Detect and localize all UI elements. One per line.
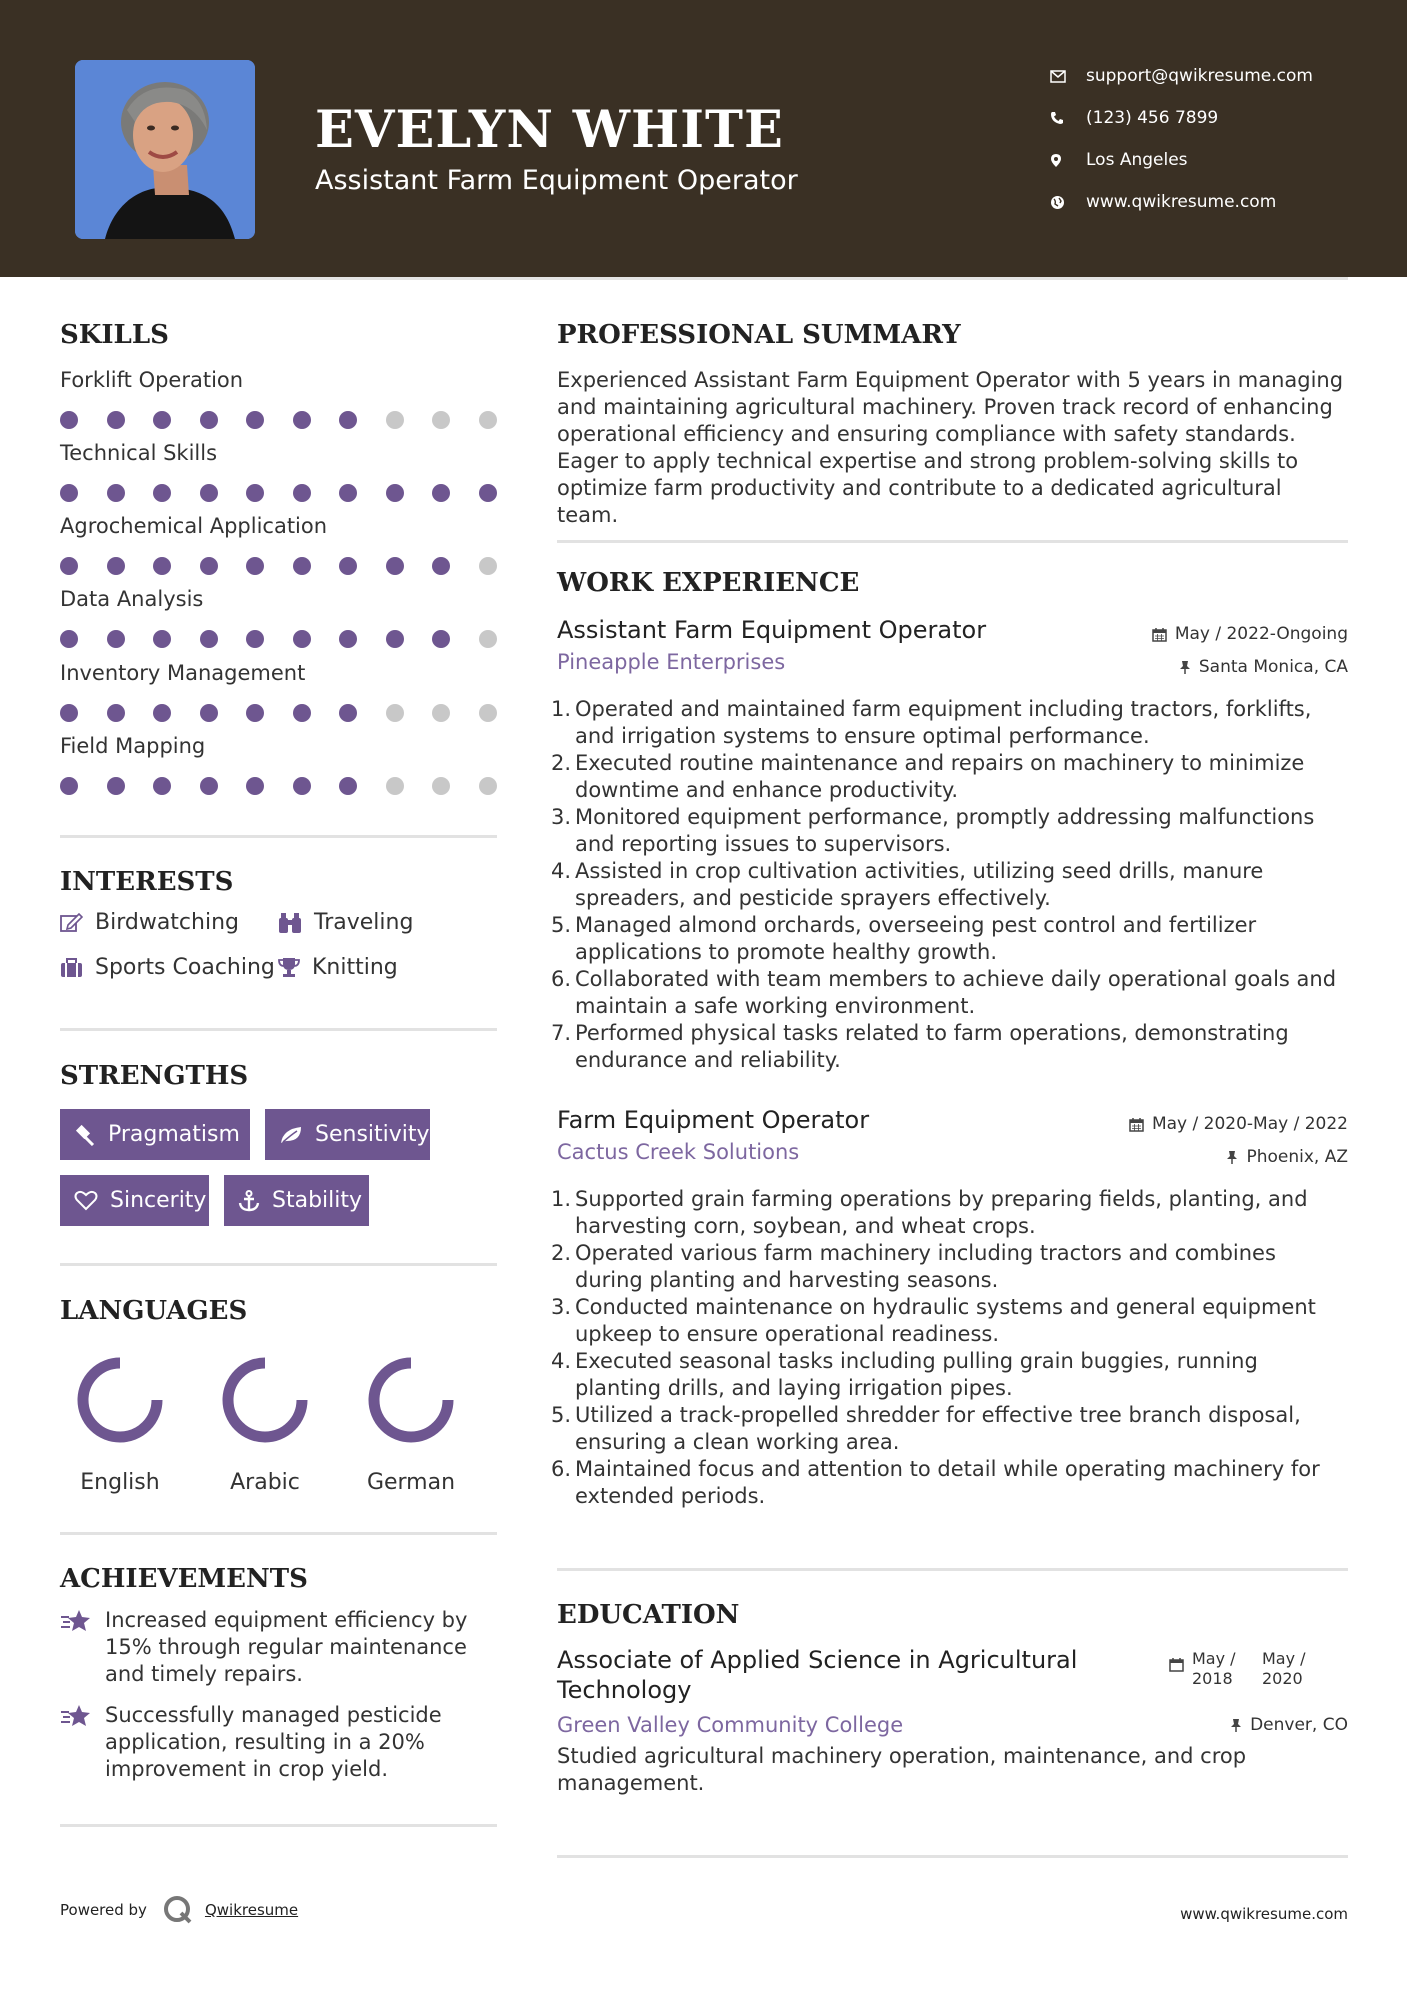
language-item: Arabic — [200, 1345, 330, 1459]
contact-email[interactable]: support@qwikresume.com — [1050, 55, 1380, 97]
job-bullet: 2. Operated various farm machinery including tractors and combines during planting and harvesting seasons. — [551, 1241, 1276, 1292]
skill-dot — [200, 484, 218, 502]
education-dates: May / 2018 May / 2020 — [1169, 1649, 1332, 1689]
calendar-icon — [1129, 1117, 1144, 1132]
skill-dot — [246, 630, 264, 648]
skill-dot — [60, 630, 78, 648]
star-icon — [60, 1607, 105, 1688]
footer-branding: Powered by Qwikresume — [60, 1895, 298, 1925]
skill-dot — [479, 411, 497, 429]
heart-icon — [74, 1190, 98, 1211]
skill-dot — [293, 630, 311, 648]
skill-dot — [107, 777, 125, 795]
skill-dot — [107, 704, 125, 722]
skill-dot — [293, 777, 311, 795]
job-bullet: 5. Utilized a track-propelled shredder for effective tree branch disposal, ensuring a clean working area. — [551, 1403, 1301, 1454]
skill-dot — [153, 411, 171, 429]
envelope-icon — [1050, 70, 1086, 83]
skill-dot — [107, 411, 125, 429]
strength-badge: Stability — [224, 1175, 369, 1226]
skill-dot — [479, 704, 497, 722]
pencil-square-icon — [60, 913, 83, 933]
skill-dot — [339, 704, 357, 722]
skill-dot — [293, 557, 311, 575]
profile-photo — [75, 60, 255, 239]
skill-dot — [293, 704, 311, 722]
candidate-title: Assistant Farm Equipment Operator — [315, 165, 798, 196]
language-level-arc — [83, 1363, 157, 1437]
skill-dot — [246, 484, 264, 502]
skill-rating — [60, 484, 497, 506]
leaf-icon — [279, 1125, 303, 1145]
job-date: May / 2022-Ongoing — [1152, 624, 1348, 644]
skill-dot — [200, 630, 218, 648]
experience-title: WORK EXPERIENCE — [557, 568, 860, 598]
school-location: Denver, CO — [1230, 1715, 1348, 1735]
briefcase-icon — [60, 958, 83, 978]
job-bullet: 1. Supported grain farming operations by preparing fields, planting, and harvesting corn, soybean, and wheat crops. — [551, 1187, 1308, 1238]
skill-dot — [386, 411, 404, 429]
language-ring — [346, 1345, 476, 1455]
skill-dot — [479, 630, 497, 648]
strength-badge: Sincerity — [60, 1175, 209, 1226]
job-location: Phoenix, AZ — [1226, 1147, 1348, 1167]
qwikresume-logo-icon — [163, 1895, 193, 1925]
skill-dot — [293, 411, 311, 429]
section-divider — [557, 1855, 1348, 1858]
skill-rating — [60, 704, 497, 726]
skill-dot — [107, 484, 125, 502]
section-divider — [60, 1263, 497, 1266]
job-title: Farm Equipment Operator — [557, 1106, 870, 1134]
achievement-item: Increased equipment efficiency by 15% through regular maintenance and timely repairs. — [60, 1607, 497, 1688]
strengths-title: STRENGTHS — [60, 1061, 249, 1091]
job-bullets — [551, 696, 1348, 1074]
job-bullet: 6. Collaborated with team members to achieve daily operational goals and maintain a safe working environment. — [551, 967, 1337, 1018]
job-bullet: 4. Assisted in crop cultivation activities, utilizing seed drills, manure spreaders, and pesticide sprayers effectively. — [551, 859, 1264, 910]
skill-dot — [200, 557, 218, 575]
skill-dot — [386, 777, 404, 795]
contact-phone[interactable]: (123) 456 7899 — [1050, 97, 1380, 139]
skill-dot — [153, 557, 171, 575]
skill-dot — [107, 557, 125, 575]
education-description: Studied agricultural machinery operation, maintenance, and crop management. — [557, 1744, 1247, 1795]
interests-title: INTERESTS — [60, 867, 234, 897]
skill-dot — [60, 557, 78, 575]
achievement-item: Successfully managed pesticide application, resulting in a 20% improvement in crop yield. — [60, 1702, 497, 1783]
education-title: EDUCATION — [557, 1600, 740, 1630]
achievements-title: ACHIEVEMENTS — [60, 1564, 308, 1594]
section-divider — [60, 1532, 497, 1535]
skill-dot — [153, 630, 171, 648]
skill-dot — [200, 777, 218, 795]
skill-dot — [60, 411, 78, 429]
skill-dot — [432, 411, 450, 429]
education-entry — [557, 1645, 1348, 1797]
contact-website[interactable]: www.qwikresume.com — [1050, 181, 1380, 223]
company-name: Cactus Creek Solutions — [557, 1140, 800, 1164]
job-location: Santa Monica, CA — [1179, 657, 1348, 677]
skill-dot — [432, 704, 450, 722]
language-item: German — [346, 1345, 476, 1459]
skill-rating — [60, 411, 497, 433]
job-bullet: 1. Operated and maintained farm equipment including tractors, forklifts, and irrigation systems to ensure optimal performance. — [551, 697, 1312, 748]
skill-dot — [107, 630, 125, 648]
pushpin-icon — [1179, 660, 1191, 675]
language-ring — [200, 1345, 330, 1455]
skill-dot — [432, 777, 450, 795]
interest-item: Birdwatching — [60, 910, 239, 935]
skill-dot — [246, 411, 264, 429]
school-name: Green Valley Community College — [557, 1713, 904, 1737]
language-ring — [55, 1345, 185, 1455]
phone-icon — [1050, 111, 1086, 125]
section-divider — [60, 1824, 497, 1827]
job-bullet: 6. Maintained focus and attention to detail while operating machinery for extended periods. — [551, 1457, 1320, 1508]
gavel-icon — [74, 1124, 96, 1146]
brand-link[interactable]: Qwikresume — [204, 1901, 299, 1919]
skill-dot — [153, 704, 171, 722]
skill-dot — [153, 777, 171, 795]
skill-dot — [246, 557, 264, 575]
section-divider — [60, 1028, 497, 1031]
skill-dot — [339, 411, 357, 429]
pushpin-icon — [1230, 1718, 1242, 1733]
skill-dot — [432, 630, 450, 648]
skill-dot — [479, 557, 497, 575]
skill-dot — [339, 630, 357, 648]
binoculars-icon — [278, 912, 302, 934]
job-bullet: 2. Executed routine maintenance and repairs on machinery to minimize downtime and enhance productivity. — [551, 751, 1305, 802]
degree-title: Associate of Applied Science in Agricultural Technology — [557, 1646, 1078, 1704]
calendar-icon — [1169, 1649, 1184, 1689]
skill-dot — [432, 557, 450, 575]
skill-dot — [60, 777, 78, 795]
languages-title: LANGUAGES — [60, 1296, 248, 1326]
skill-rating — [60, 630, 497, 652]
resume-header — [0, 0, 1407, 277]
star-icon — [60, 1702, 105, 1783]
contact-location: Los Angeles — [1050, 139, 1380, 181]
skill-item: Forklift Operation — [60, 368, 497, 392]
skill-item: Inventory Management — [60, 661, 497, 685]
skill-dot — [200, 411, 218, 429]
skill-dot — [339, 777, 357, 795]
section-divider — [557, 1568, 1348, 1571]
skill-dot — [479, 777, 497, 795]
section-divider — [60, 835, 497, 838]
skill-item: Technical Skills — [60, 441, 497, 465]
job-entry — [551, 616, 1348, 1074]
skills-title: SKILLS — [60, 320, 169, 350]
job-bullets — [551, 1186, 1348, 1510]
job-bullet: 3. Monitored equipment performance, promptly addressing malfunctions and reporting issues to supervisors. — [551, 805, 1315, 856]
skill-item: Field Mapping — [60, 734, 497, 758]
map-pin-icon — [1050, 153, 1086, 168]
skill-item: Data Analysis — [60, 587, 497, 611]
pushpin-icon — [1226, 1150, 1238, 1165]
skill-dot — [339, 484, 357, 502]
contact-list — [1050, 55, 1380, 223]
job-bullet: 4. Executed seasonal tasks including pulling grain buggies, running planting drills, and laying irrigation pipes. — [551, 1349, 1258, 1400]
candidate-name: EVELYN WHITE — [315, 100, 784, 160]
job-bullet: 5. Managed almond orchards, overseeing pest control and fertilizer applications to promote healthy growth. — [551, 913, 1257, 964]
skill-dot — [386, 557, 404, 575]
strength-badge: Sensitivity — [265, 1109, 430, 1160]
job-entry — [551, 1106, 1348, 1510]
strength-badge: Pragmatism — [60, 1109, 250, 1160]
skill-dot — [60, 704, 78, 722]
language-item: English — [55, 1345, 185, 1459]
skill-dot — [246, 777, 264, 795]
skill-dot — [386, 630, 404, 648]
calendar-icon — [1152, 627, 1167, 642]
interest-item: Sports Coaching — [60, 955, 275, 980]
language-level-arc — [228, 1363, 302, 1437]
job-date: May / 2020-May / 2022 — [1129, 1114, 1348, 1134]
skill-dot — [60, 484, 78, 502]
footer-url[interactable]: www.qwikresume.com — [1180, 1905, 1348, 1923]
skill-dot — [479, 484, 497, 502]
language-level-arc — [374, 1363, 448, 1437]
skill-dot — [153, 484, 171, 502]
skill-rating — [60, 777, 497, 799]
job-title: Assistant Farm Equipment Operator — [557, 616, 987, 644]
summary-title: PROFESSIONAL SUMMARY — [557, 320, 961, 350]
skill-item: Agrochemical Application — [60, 514, 497, 538]
skill-dot — [339, 557, 357, 575]
interest-item: Traveling — [278, 910, 413, 935]
job-bullet: 3. Conducted maintenance on hydraulic systems and general equipment upkeep to ensure operational readiness. — [551, 1295, 1316, 1346]
globe-icon — [1050, 195, 1086, 210]
skill-dot — [293, 484, 311, 502]
header-divider — [60, 277, 1348, 280]
skill-dot — [246, 704, 264, 722]
skill-dot — [386, 484, 404, 502]
skill-dot — [200, 704, 218, 722]
trophy-icon — [278, 957, 300, 978]
section-divider — [557, 540, 1348, 543]
skill-rating — [60, 557, 497, 579]
summary-text: Experienced Assistant Farm Equipment Operator with 5 years in managing and maintaining agricultural machinery. Proven track record of enhancing operational efficiency and ensuring compliance with safety standards. Eager to apply technical expertise and strong problem-solving skills to optimize farm productivity and contribute to a dedicated agricultural team. — [557, 368, 1344, 527]
job-bullet: 7. Performed physical tasks related to farm operations, demonstrating endurance and reliability. — [551, 1021, 1289, 1072]
skill-dot — [432, 484, 450, 502]
company-name: Pineapple Enterprises — [557, 650, 786, 674]
skill-dot — [386, 704, 404, 722]
anchor-icon — [238, 1190, 260, 1212]
interest-item: Knitting — [278, 955, 398, 980]
